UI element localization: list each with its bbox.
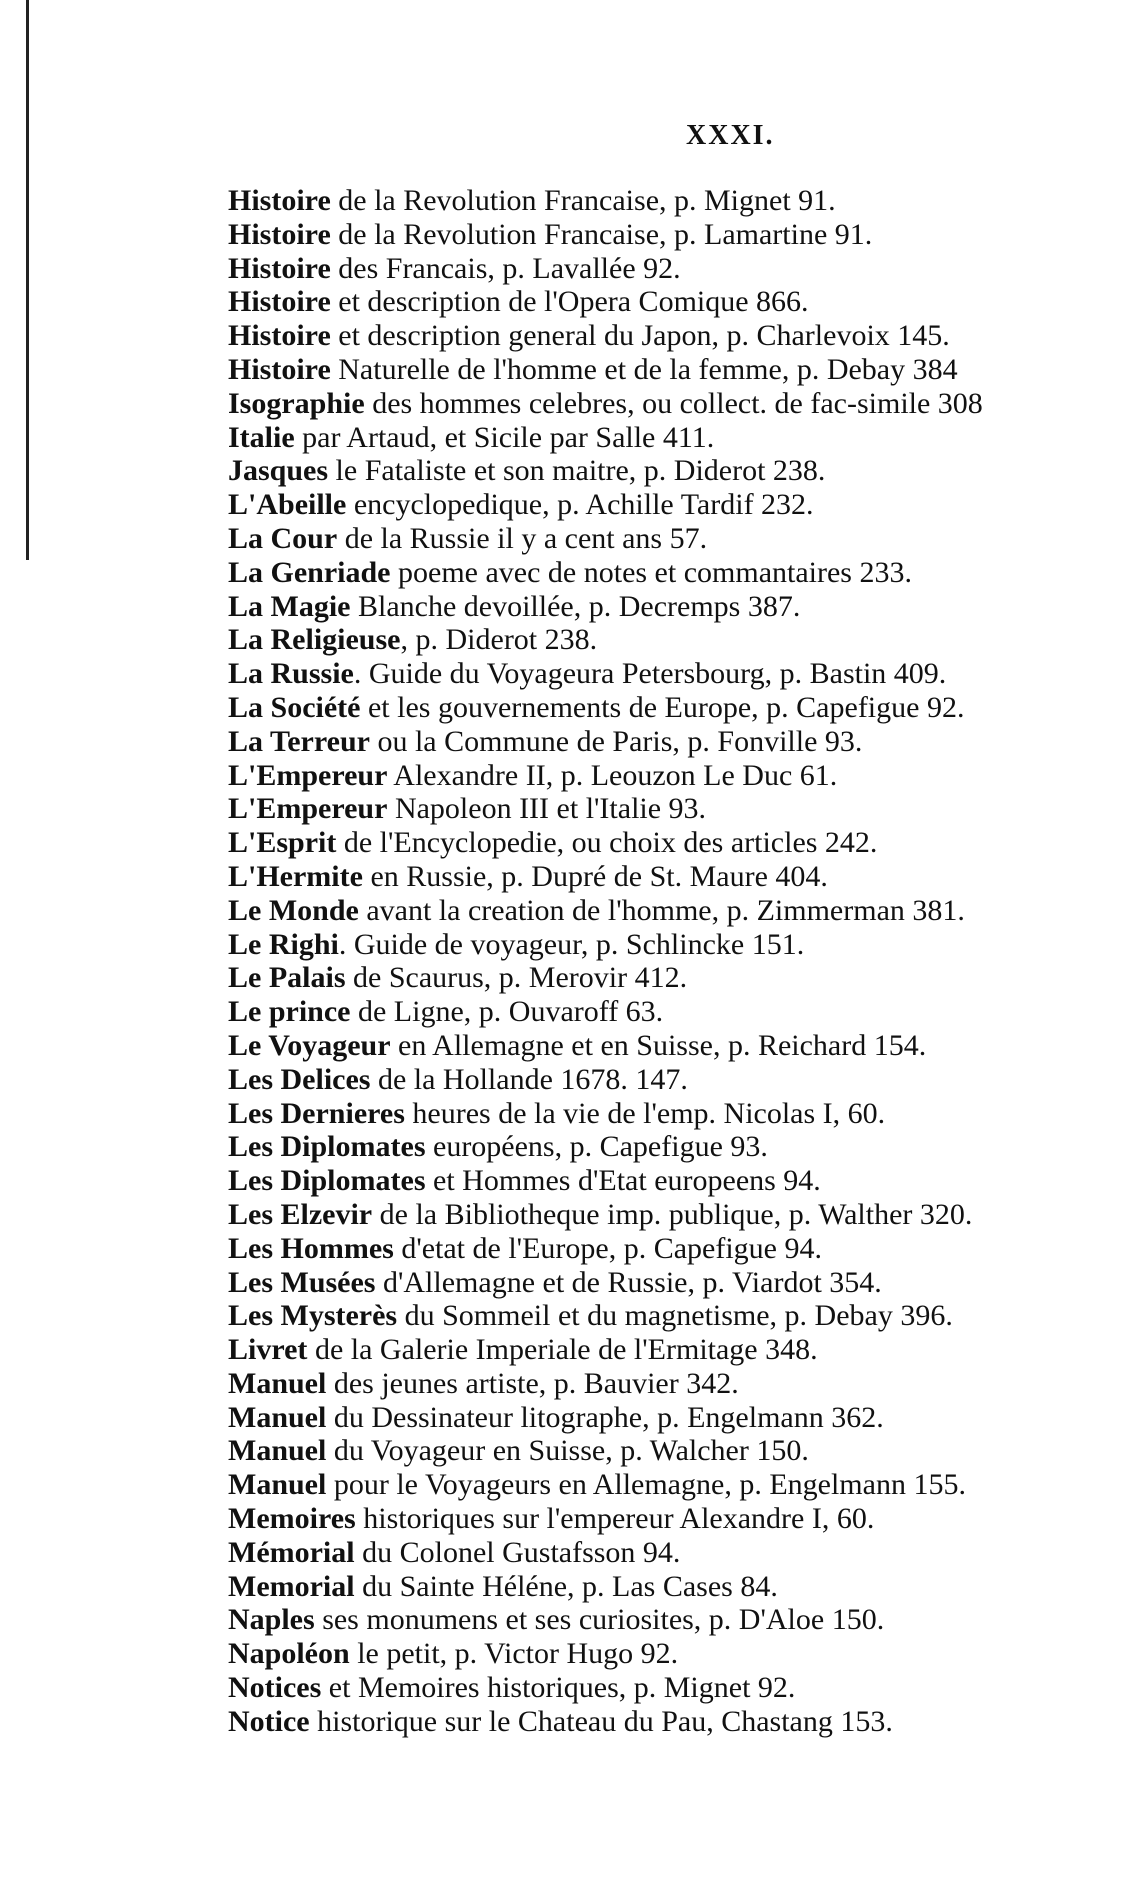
- entry-text: du Sainte Héléne, p. Las Cases 84.: [354, 1569, 778, 1603]
- catalog-entry: [228, 319, 1118, 353]
- entry-title-lead: La Genriade: [228, 555, 391, 589]
- entry-text: avant la creation de l'homme, p. Zimmerman 381.: [358, 893, 965, 927]
- entry-text: et description general du Japon, p. Charlevoix 145.: [330, 319, 950, 353]
- entry-text: de la Revolution Francaise, p. Mignet 91.: [330, 184, 836, 217]
- entry-text: des jeunes artiste, p. Bauvier 342.: [326, 1366, 739, 1400]
- catalog-entry: [228, 454, 1118, 488]
- entry-title-lead: Histoire: [228, 217, 331, 251]
- entry-title-lead: Italie: [228, 420, 295, 454]
- entry-text: par Artaud, et Sicile par Salle 411.: [294, 420, 715, 454]
- entry-title-lead: Histoire: [228, 251, 331, 285]
- catalog-entry: [228, 556, 1118, 590]
- catalog-entry: [228, 590, 1118, 624]
- entry-title-lead: Manuel: [228, 1434, 327, 1468]
- entry-title-lead: Les Mysterès: [228, 1299, 398, 1333]
- entry-title-lead: Les Elzevir: [228, 1197, 373, 1231]
- entry-text: Napoleon III et l'Italie 93.: [387, 792, 707, 826]
- entry-text: de la Galerie Imperiale de l'Ermitage 348.: [307, 1333, 818, 1367]
- catalog-entry-list: [228, 184, 1118, 1739]
- catalog-entry: [228, 1705, 1118, 1739]
- entry-title-lead: Les Hommes: [228, 1231, 394, 1265]
- catalog-entry: [228, 1468, 1118, 1502]
- entry-title-lead: L'Hermite: [228, 859, 363, 893]
- entry-text: et Memoires historiques, p. Mignet 92.: [321, 1671, 796, 1705]
- entry-text: du Colonel Gustafsson 94.: [354, 1535, 681, 1569]
- entry-title-lead: La Société: [228, 690, 361, 724]
- catalog-entry: [228, 285, 1118, 319]
- catalog-entry: [228, 1198, 1118, 1232]
- catalog-entry: [228, 1570, 1118, 1604]
- catalog-entry: [228, 1232, 1118, 1266]
- entry-text: Naturelle de l'homme et de la femme, p. Debay 384: [330, 352, 958, 386]
- page-number: XXXI.: [686, 120, 775, 151]
- entry-text: le petit, p. Victor Hugo 92.: [349, 1637, 679, 1671]
- entry-text: de l'Encyclopedie, ou choix des articles 242.: [336, 826, 878, 860]
- entry-title-lead: Manuel: [228, 1468, 327, 1502]
- entry-title-lead: Napoléon: [228, 1637, 350, 1671]
- entry-text: poeme avec de notes et commantaires 233.: [390, 555, 912, 589]
- entry-text: du Voyageur en Suisse, p. Walcher 150.: [326, 1434, 809, 1468]
- entry-text: et les gouvernements de Europe, p. Capefigue 92.: [360, 690, 965, 724]
- entry-text: des hommes celebres, ou collect. de fac-simile 308: [364, 386, 983, 420]
- entry-text: et Hommes d'Etat europeens 94.: [425, 1164, 821, 1198]
- entry-title-lead: L'Abeille: [228, 488, 347, 522]
- catalog-entry: [228, 928, 1118, 962]
- entry-title-lead: La Magie: [228, 589, 351, 623]
- entry-title-lead: Histoire: [228, 184, 331, 217]
- entry-title-lead: L'Empereur: [228, 758, 388, 792]
- catalog-entry: [228, 1333, 1118, 1367]
- catalog-entry: [228, 1164, 1118, 1198]
- entry-text: de Scaurus, p. Merovir 412.: [345, 961, 688, 995]
- catalog-entry: [228, 1401, 1118, 1435]
- entry-text: Alexandre II, p. Leouzon Le Duc 61.: [387, 758, 838, 792]
- entry-title-lead: Jasques: [228, 454, 329, 488]
- entry-text: historiques sur l'empereur Alexandre I, 60.: [355, 1502, 875, 1536]
- catalog-entry: [228, 1130, 1118, 1164]
- entry-text: d'etat de l'Europe, p. Capefigue 94.: [393, 1231, 822, 1265]
- entry-text: du Dessinateur litographe, p. Engelmann 362.: [326, 1400, 884, 1434]
- entry-text: historique sur le Chateau du Pau, Chastang 153.: [309, 1704, 893, 1738]
- entry-title-lead: Les Musées: [228, 1265, 376, 1299]
- catalog-entry: [228, 1637, 1118, 1671]
- margin-rule: [26, 0, 29, 560]
- entry-title-lead: La Russie: [228, 657, 354, 691]
- catalog-entry: [228, 1367, 1118, 1401]
- entry-title-lead: Memorial: [228, 1569, 355, 1603]
- entry-title-lead: L'Esprit: [228, 826, 337, 860]
- entry-text: encyclopedique, p. Achille Tardif 232.: [346, 488, 814, 522]
- entry-title-lead: Le prince: [228, 995, 351, 1029]
- catalog-entry: [228, 1671, 1118, 1705]
- entry-text: en Allemagne et en Suisse, p. Reichard 154.: [390, 1028, 927, 1062]
- entry-title-lead: Histoire: [228, 352, 331, 386]
- entry-title-lead: Le Righi: [228, 927, 339, 961]
- entry-text: Blanche devoillée, p. Decremps 387.: [350, 589, 801, 623]
- entry-text: ses monumens et ses curiosites, p. D'Aloe 150.: [314, 1603, 885, 1637]
- entry-text: des Francais, p. Lavallée 92.: [330, 251, 681, 285]
- entry-text: ou la Commune de Paris, p. Fonville 93.: [369, 724, 863, 758]
- entry-title-lead: Le Voyageur: [228, 1028, 391, 1062]
- catalog-entry: [228, 1434, 1118, 1468]
- entry-text: heures de la vie de l'emp. Nicolas I, 60.: [404, 1096, 886, 1130]
- entry-text: de la Hollande 1678. 147.: [370, 1062, 688, 1096]
- entry-title-lead: Manuel: [228, 1366, 327, 1400]
- entry-text: . Guide de voyageur, p. Schlincke 151.: [338, 927, 805, 961]
- entry-title-lead: Le Monde: [228, 893, 359, 927]
- catalog-entry: [228, 1299, 1118, 1333]
- catalog-entry: [228, 184, 1118, 218]
- catalog-entry: [228, 387, 1118, 421]
- catalog-entry: [228, 488, 1118, 522]
- entry-title-lead: Memoires: [228, 1502, 356, 1536]
- catalog-entry: [228, 1266, 1118, 1300]
- catalog-entry: [228, 995, 1118, 1029]
- entry-title-lead: Les Dernieres: [228, 1096, 405, 1130]
- entry-title-lead: La Religieuse: [228, 623, 401, 657]
- catalog-entry: [228, 826, 1118, 860]
- catalog-entry: [228, 1029, 1118, 1063]
- entry-text: , p. Diderot 238.: [400, 623, 598, 657]
- entry-title-lead: L'Empereur: [228, 792, 388, 826]
- entry-title-lead: Notices: [228, 1671, 322, 1705]
- catalog-entry: [228, 252, 1118, 286]
- entry-text: du Sommeil et du magnetisme, p. Debay 396.: [397, 1299, 953, 1333]
- catalog-entry: [228, 691, 1118, 725]
- entry-title-lead: La Cour: [228, 521, 338, 555]
- catalog-entry: [228, 657, 1118, 691]
- entry-title-lead: Les Delices: [228, 1062, 371, 1096]
- entry-text: d'Allemagne et de Russie, p. Viardot 354.: [375, 1265, 882, 1299]
- entry-title-lead: Les Diplomates: [228, 1164, 426, 1198]
- entry-title-lead: Naples: [228, 1603, 315, 1637]
- entry-title-lead: La Terreur: [228, 724, 370, 758]
- entry-title-lead: Histoire: [228, 319, 331, 353]
- catalog-entry: [228, 1063, 1118, 1097]
- entry-text: de la Bibliotheque imp. publique, p. Walther 320.: [372, 1197, 973, 1231]
- entry-title-lead: Les Diplomates: [228, 1130, 426, 1164]
- catalog-entry: [228, 1502, 1118, 1536]
- entry-title-lead: Notice: [228, 1704, 310, 1738]
- catalog-entry: [228, 894, 1118, 928]
- entry-title-lead: Le Palais: [228, 961, 346, 995]
- entry-title-lead: Isographie: [228, 386, 365, 420]
- catalog-entry: [228, 961, 1118, 995]
- catalog-entry: [228, 421, 1118, 455]
- catalog-entry: [228, 218, 1118, 252]
- entry-text: et description de l'Opera Comique 866.: [330, 285, 809, 319]
- entry-title-lead: Manuel: [228, 1400, 327, 1434]
- catalog-entry: [228, 1536, 1118, 1570]
- catalog-entry: [228, 759, 1118, 793]
- entry-text: de la Russie il y a cent ans 57.: [337, 521, 708, 555]
- catalog-entry: [228, 522, 1118, 556]
- entry-title-lead: Mémorial: [228, 1535, 355, 1569]
- entry-text: de Ligne, p. Ouvaroff 63.: [350, 995, 664, 1029]
- catalog-entry: [228, 792, 1118, 826]
- catalog-entry: [228, 353, 1118, 387]
- entry-title-lead: Livret: [228, 1333, 308, 1367]
- entry-text: de la Revolution Francaise, p. Lamartine 91.: [330, 217, 873, 251]
- entry-text: en Russie, p. Dupré de St. Maure 404.: [362, 859, 828, 893]
- entry-text: . Guide du Voyageura Petersbourg, p. Bastin 409.: [353, 657, 947, 691]
- catalog-entry: [228, 1097, 1118, 1131]
- entry-text: européens, p. Capefigue 93.: [425, 1130, 768, 1164]
- catalog-entry: [228, 1603, 1118, 1637]
- catalog-entry: [228, 860, 1118, 894]
- catalog-entry: [228, 725, 1118, 759]
- entry-text: le Fataliste et son maitre, p. Diderot 238.: [328, 454, 826, 488]
- catalog-entry: [228, 623, 1118, 657]
- entry-text: pour le Voyageurs en Allemagne, p. Engelmann 155.: [326, 1468, 966, 1502]
- entry-title-lead: Histoire: [228, 285, 331, 319]
